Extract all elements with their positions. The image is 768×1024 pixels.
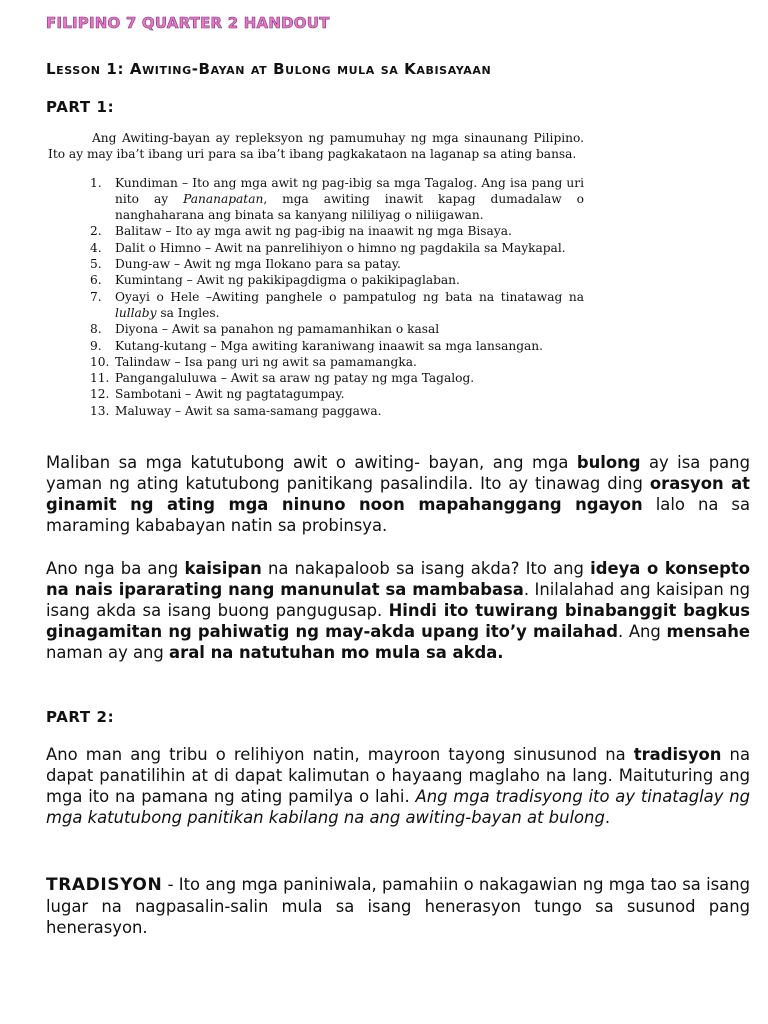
list-item: 7. Oyayi o Hele –Awiting panghele o pampatulog ng bata na tinatawag na lullaby sa Ingles. (90, 289, 584, 320)
awiting-bayan-list (48, 175, 584, 419)
list-item: 12. Sambotani – Awit ng pagtatagumpay. (90, 387, 345, 402)
list-item: 13. Maluway – Awit sa sama-samang paggawa. (90, 403, 382, 418)
tradisyon-definition: TRADISYON - Ito ang mga paniniwala, pamahiin o nakagawian ng mga tao sa isang lugar na nagpasalin-salin mula sa isang henerasyon tungo sa susunod pang henerasyon. (46, 875, 750, 937)
bulong-paragraph: Maliban sa mga katutubong awit o awiting- bayan, ang mga bulong ay isa pang yaman ng ating katutubong panitikang pasalindila. Ito ay tinawag ding orasyon at ginamit ng ating mga ninuno noon mapahanggang ngayon lalo na sa maraming kababayan natin sa probinsya. (46, 453, 750, 535)
handout-title: FILIPINO 7 QUARTER 2 HANDOUT (46, 14, 330, 32)
list-item: 1. Kundiman – Ito ang mga awit ng pag-ibig sa mga Tagalog. Ang isa pang uri nito ay Pananapatan, mga awiting inawit kapag dumadalaw o nanghaharana ang binata sa kanyang nililiyag o niliigawan. (90, 175, 584, 223)
tradisyon-term: TRADISYON (46, 875, 163, 895)
list-item: 2. Balitaw – Ito ay mga awit ng pag-ibig na inaawit ng mga Bisaya. (90, 224, 512, 239)
awiting-bayan-intro: Ang Awiting-bayan ay repleksyon ng pamumuhay ng mga sinaunang Pilipino. Ito ay may iba’t ibang uri para sa iba’t ibang pagkakataon na laganap sa ating bansa. (48, 131, 584, 162)
scanned-excerpt (48, 130, 584, 419)
list-item: 9. Kutang-kutang – Mga awiting karaniwang inaawit sa mga lansangan. (90, 338, 544, 353)
part-1-label: PART 1: (46, 98, 115, 116)
lesson-title: Lesson 1: Awiting-Bayan at Bulong mula sa Kabisayaan (46, 60, 492, 78)
list-item: 4. Dalit o Himno – Awit na panrelihiyon o himno ng pagdakila sa Maykapal. (90, 240, 566, 255)
part-2-label: PART 2: (46, 708, 115, 726)
list-item: 8. Diyona – Awit sa panahon ng pamamanhikan o kasal (90, 322, 440, 337)
list-item: 10. Talindaw – Isa pang uri ng awit sa pamamangka. (90, 354, 417, 369)
list-item: 11. Pangangaluluwa – Awit sa araw ng patay ng mga Tagalog. (90, 371, 475, 386)
list-item: 6. Kumintang – Awit ng pakikipagdigma o pakikipaglaban. (90, 273, 460, 288)
kaisipan-paragraph: Ano nga ba ang kaisipan na nakapaloob sa isang akda? Ito ang ideya o konsepto na nais ipararating nang manunulat sa mambabasa. Inilalahad ang kaisipan ng isang akda sa isang buong pangugusap. Hindi ito tuwirang binabanggit bagkus ginagamitan ng pahiwatig ng may-akda upang ito’y mailahad. Ang mensahe naman ay ang aral na natutuhan mo mula sa akda. (46, 559, 751, 662)
list-item: 5. Dung-aw – Awit ng mga Ilokano para sa patay. (90, 257, 401, 272)
tradisyon-paragraph: Ano man ang tribu o relihiyon natin, mayroon tayong sinusunod na tradisyon na dapat panatilihin at di dapat kalimutan o hayaang maglaho na lang. Maituturing ang mga ito na pamana ng ating pamilya o lahi. Ang mga tradisyong ito ay tinataglay ng mga katutubong panitikan kabilang na ang awiting-bayan at bulong. (46, 745, 751, 827)
